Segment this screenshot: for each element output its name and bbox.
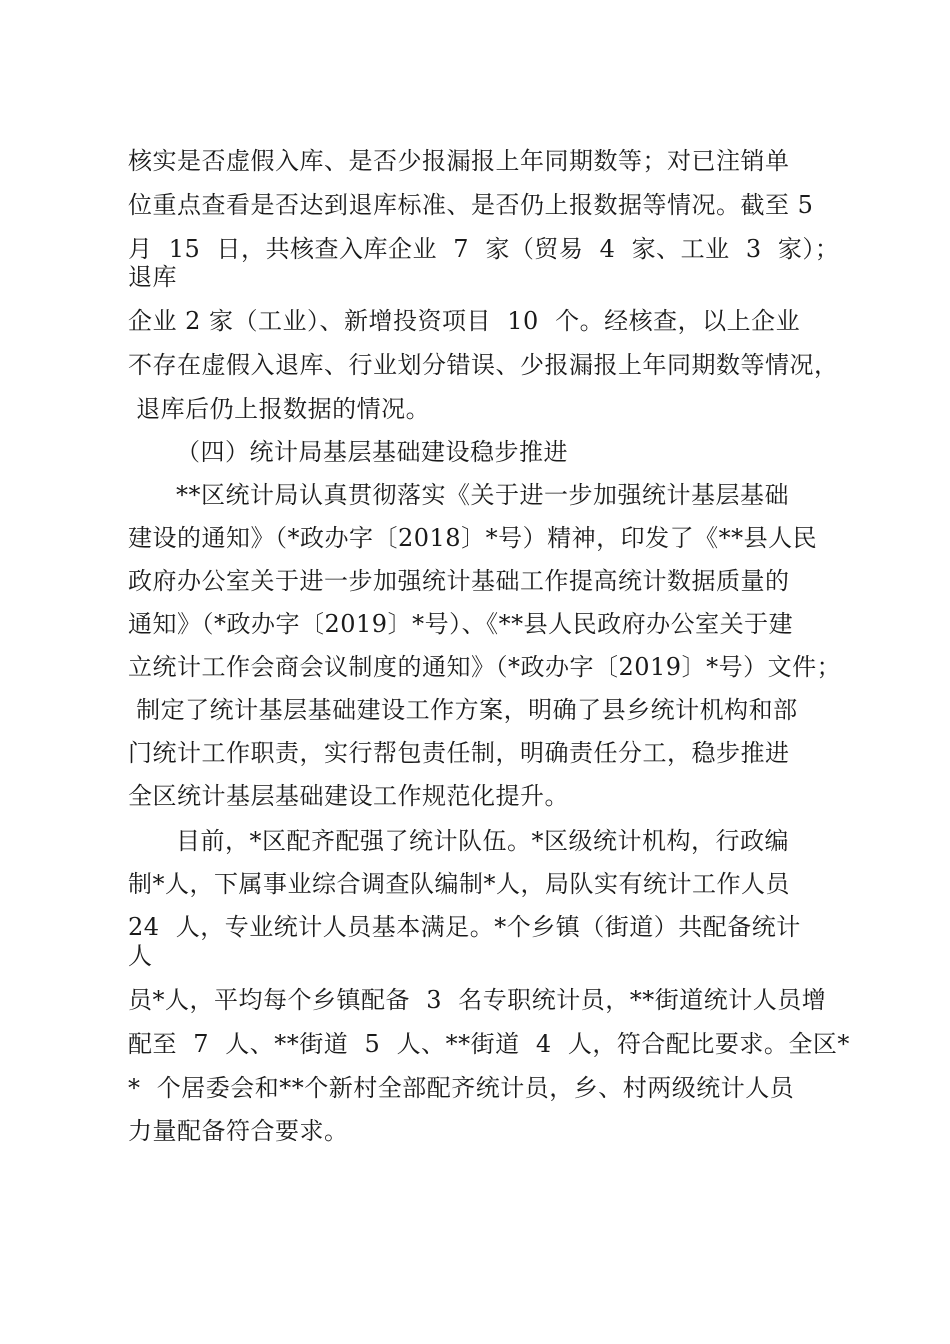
paragraph-line: 不存在虚假入退库、行业划分错误、少报漏报上年同期数等情况， <box>128 351 839 379</box>
paragraph-line: 通知》（*政办字〔2019〕*号）、《**县人民政府办公室关于建 <box>128 610 794 638</box>
paragraph-line: 位重点查看是否达到退库标准、是否仍上报数据等情况。截至 5 <box>128 191 814 219</box>
paragraph-line: 退库后仍上报数据的情况。 <box>128 395 431 423</box>
paragraph-line: 月 15 日，共核查入库企业 7 家（贸易 4 家、工业 3 家）； <box>128 235 840 263</box>
section-heading: （四）统计局基层基础建设稳步推进 <box>176 438 568 466</box>
paragraph-line: 制*人，下属事业综合调查队编制*人，局队实有统计工作人员 <box>128 870 790 898</box>
paragraph-line: 门统计工作职责，实行帮包责任制，明确责任分工，稳步推进 <box>128 739 790 767</box>
paragraph-line: 员*人，平均每个乡镇配备 3 名专职统计员，**街道统计人员增 <box>128 986 827 1014</box>
paragraph-line: 政府办公室关于进一步加强统计基础工作提高统计数据质量的 <box>128 567 790 595</box>
paragraph-line: **区统计局认真贯彻落实《关于进一步加强统计基层基础 <box>176 481 789 509</box>
paragraph-line: 退库 <box>128 263 177 291</box>
paragraph-line: 力量配备符合要求。 <box>128 1117 349 1145</box>
paragraph-line: 企业 2 家（工业）、新增投资项目 10 个。经核查，以上企业 <box>128 307 801 335</box>
paragraph-line: 目前，*区配齐配强了统计队伍。*区级统计机构，行政编 <box>176 827 789 855</box>
paragraph-line: 制定了统计基层基础建设工作方案，明确了县乡统计机构和部 <box>128 696 798 724</box>
paragraph-line: 人 <box>128 942 153 970</box>
paragraph-line: 建设的通知》（*政办字〔2018〕*号）精神，印发了《**县人民 <box>128 524 818 552</box>
paragraph-line: 24 人，专业统计人员基本满足。*个乡镇（街道）共配备统计 <box>128 913 801 941</box>
paragraph-line: 全区统计基层基础建设工作规范化提升。 <box>128 782 569 810</box>
paragraph-line: * 个居委会和**个新村全部配齐统计员，乡、村两级统计人员 <box>128 1074 795 1102</box>
paragraph-line: 立统计工作会商会议制度的通知》（*政办字〔2019〕*号）文件； <box>128 653 842 681</box>
paragraph-line: 配至 7 人、**街道 5 人、**街道 4 人，符合配比要求。全区* <box>128 1030 850 1058</box>
paragraph-line: 核实是否虚假入库、是否少报漏报上年同期数等；对已注销单 <box>128 147 790 175</box>
